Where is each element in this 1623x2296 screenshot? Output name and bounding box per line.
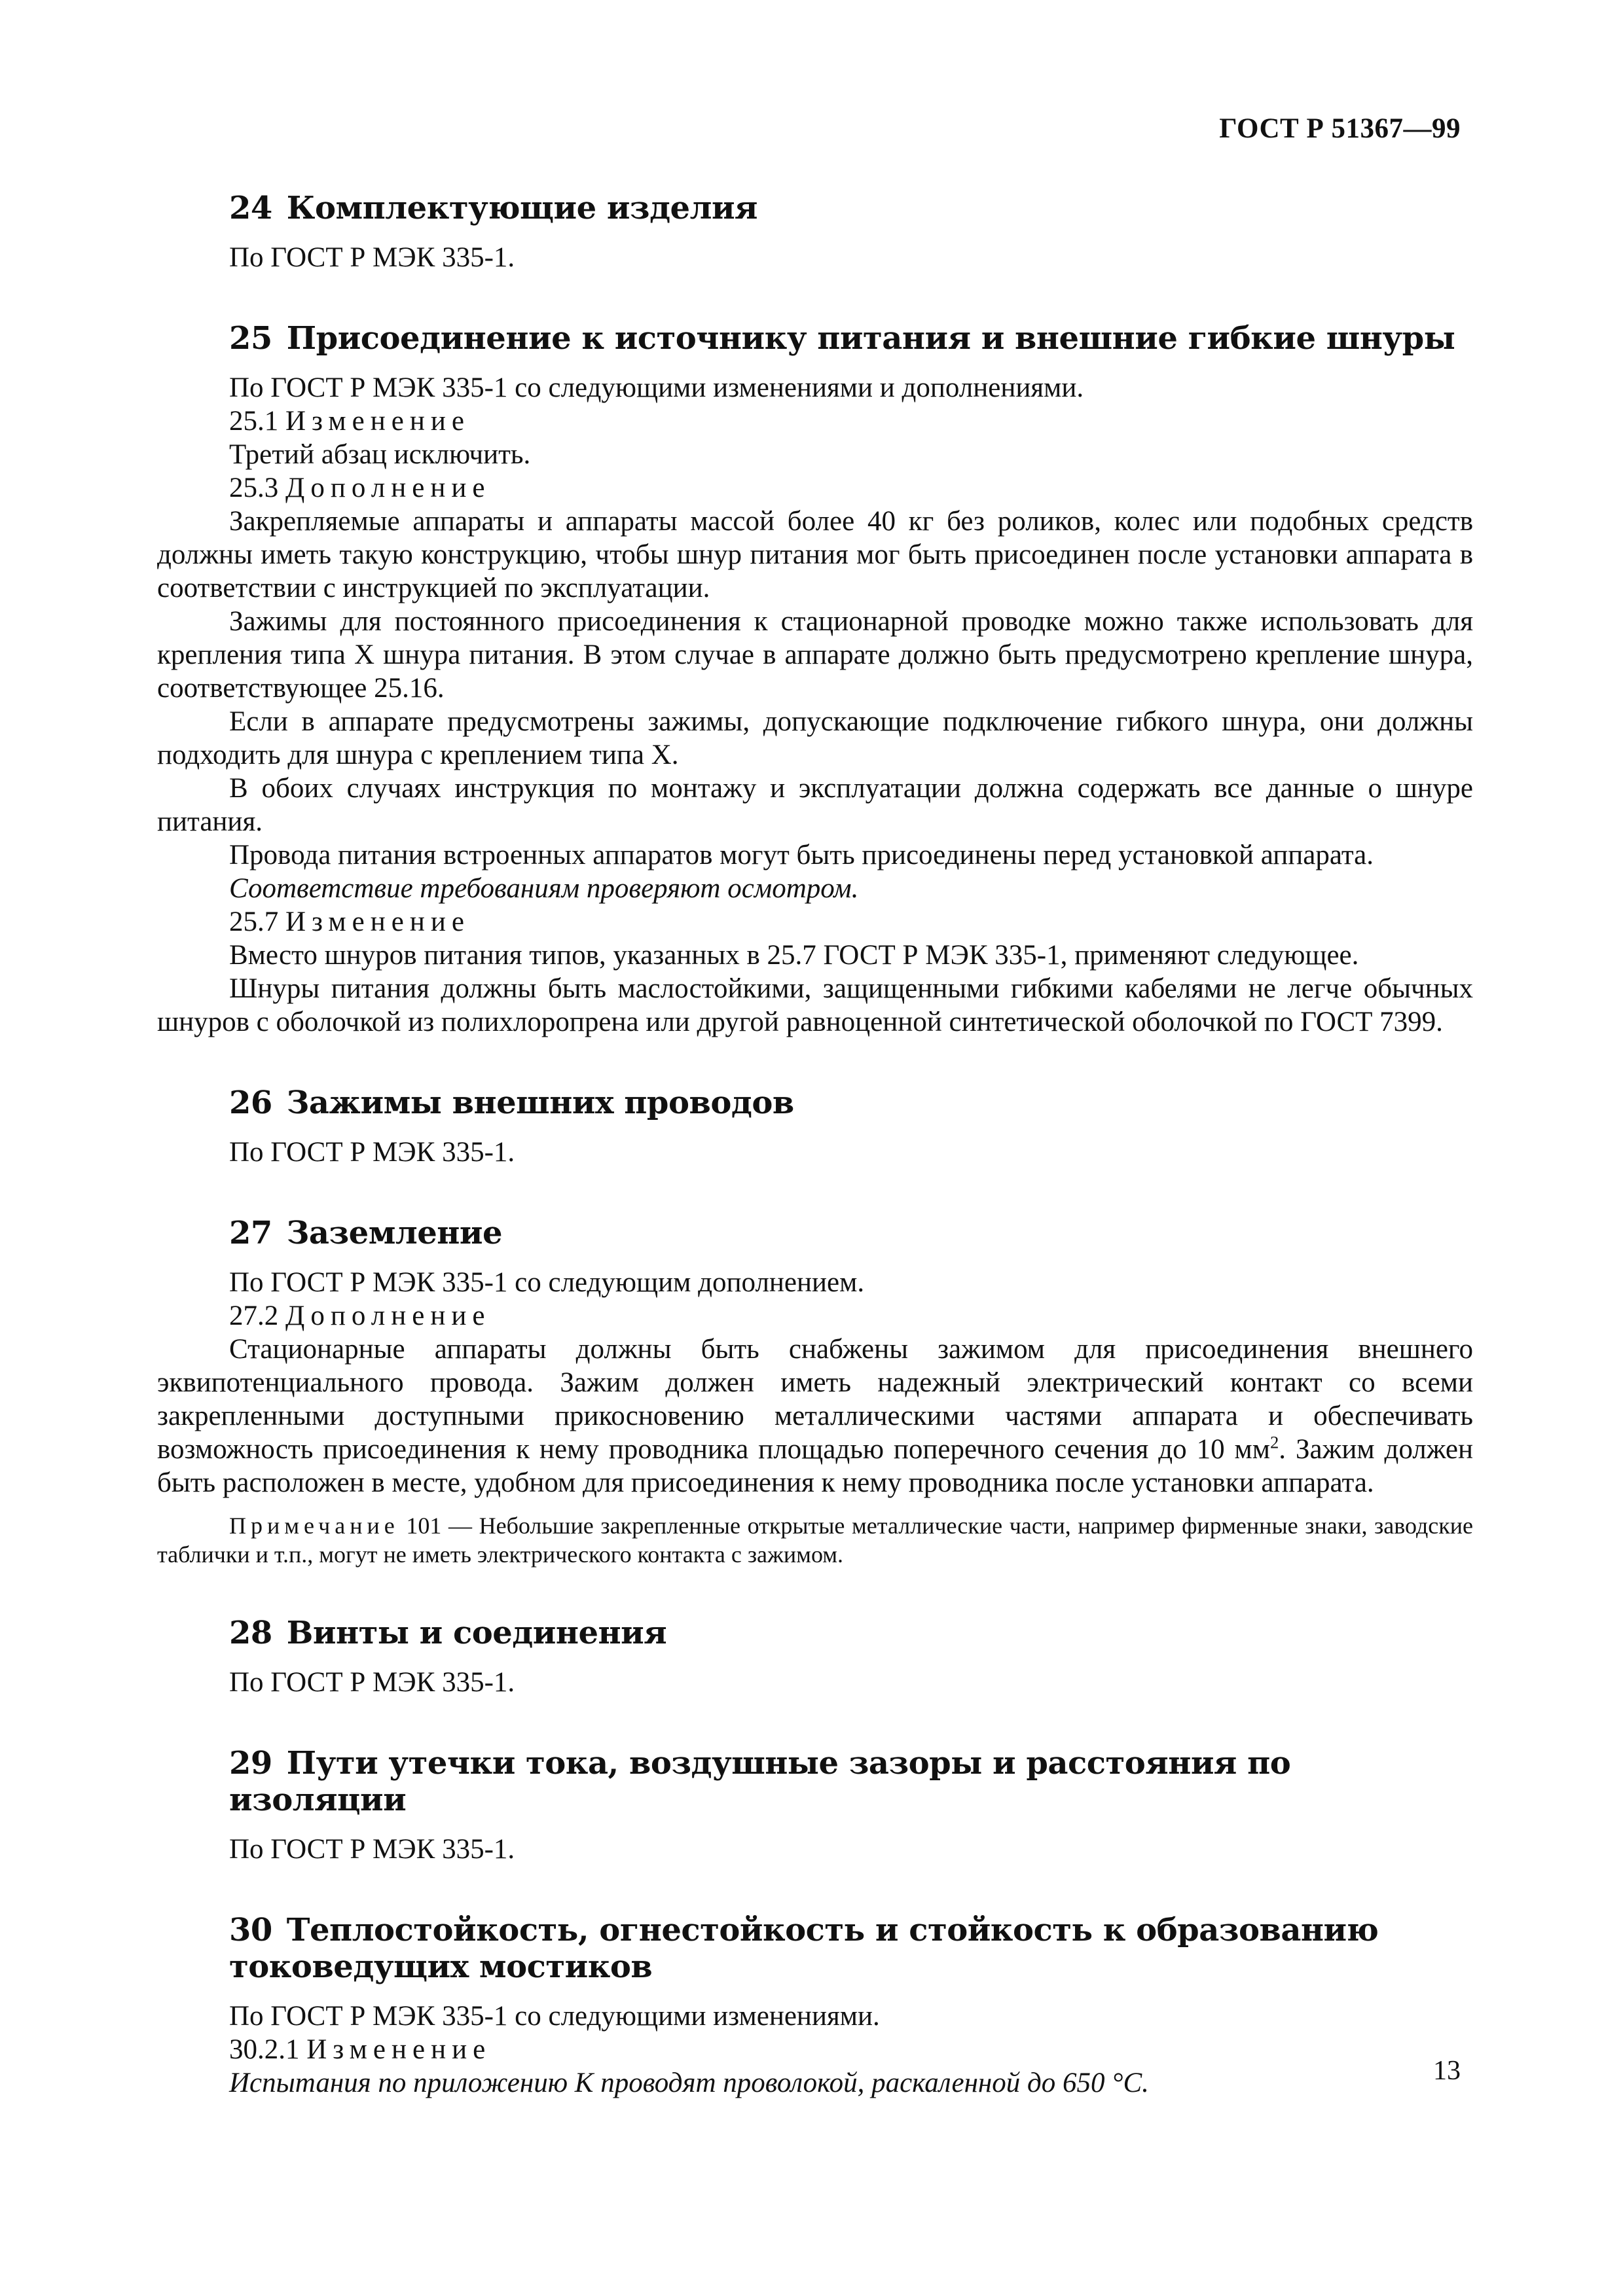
clause-kind: Изменение	[285, 906, 470, 937]
section-number: 30	[229, 1912, 272, 1948]
section-title: Комплектующие изделия	[286, 190, 757, 226]
clause-text-part: . Зажим должен быть расположен в месте, удобном для присоединения к нему проводника после установки аппарата.	[157, 1434, 1473, 1498]
section-title: Пути утечки тока, воздушные зазоры и расстояния по изоляции	[229, 1745, 1291, 1818]
section-number: 24	[229, 190, 272, 226]
section-intro: По ГОСТ Р МЭК 335-1 со следующими изменениями.	[229, 2001, 880, 2032]
clause-kind: Дополнение	[285, 1300, 491, 1331]
section-text: По ГОСТ Р МЭК 335-1.	[229, 1667, 515, 1698]
section-title: Зажимы внешних проводов	[286, 1085, 794, 1121]
section-intro: По ГОСТ Р МЭК 335-1 со следующими изменениями и дополнениями.	[229, 372, 1084, 403]
clause-text: Испытания по приложению K проводят проволокой, раскаленной до 650 °С.	[229, 2068, 1149, 2098]
section-heading-26	[229, 1085, 1473, 1121]
section-text: По ГОСТ Р МЭК 335-1.	[229, 1137, 515, 1168]
section-number: 28	[229, 1615, 272, 1651]
clause-paragraph: Зажимы для постоянного присоединения к стационарной проводке можно также использовать для крепления типа X шнура питания. В этом случае в аппарате должно быть предусмотрено крепление шнура, соответствующее 25.16.	[157, 606, 1473, 704]
clause-kind: Дополнение	[285, 473, 491, 503]
section-heading-27	[229, 1215, 1473, 1251]
compliance-check: Соответствие требованиям проверяют осмотром.	[229, 873, 859, 904]
note-text: 101 — Небольшие закрепленные открытые металлические части, например фирменные знаки, заводские таблички и т.п., могут не иметь электрического контакта с зажимом.	[157, 1513, 1474, 1568]
section-heading-30	[229, 1912, 1473, 1985]
clause-paragraph: Закрепляемые аппараты и аппараты массой более 40 кг без роликов, колес или подобных средств должны иметь такую конструкцию, чтобы шнур питания мог быть присоединен после установки аппарата в соответствии с инструкцией по эксплуатации.	[157, 506, 1473, 603]
clause-number: 25.7	[229, 906, 279, 937]
section-number: 29	[229, 1745, 272, 1782]
section-heading-25	[229, 320, 1473, 357]
clause-paragraph: Если в аппарате предусмотрены зажимы, допускающие подключение гибкого шнура, они должны подходить для шнура с креплением типа X.	[157, 706, 1473, 770]
clause-label	[229, 471, 1473, 505]
clause-text-part: Стационарные аппараты должны быть снабжены зажимом для присоединения внешнего эквипотенциального провода. Зажим должен иметь надежный электрический контакт со всеми закрепленными доступными прикосновению металлическими частями аппарата и обеспечивать возможность присоединения к нему проводника площадью поперечного сечения до 10 мм	[157, 1334, 1473, 1465]
clause-number: 27.2	[229, 1300, 279, 1331]
clause-number: 25.3	[229, 473, 279, 503]
clause-kind: Изменение	[306, 2034, 492, 2065]
section-text: По ГОСТ Р МЭК 335-1.	[229, 1834, 515, 1865]
section-intro: По ГОСТ Р МЭК 335-1 со следующим дополнением.	[229, 1267, 865, 1298]
document-code: ГОСТ Р 51367—99	[1219, 113, 1461, 144]
section-heading-24	[229, 190, 1473, 226]
section-title: Теплостойкость, огнестойкость и стойкость к образованию токоведущих мостиков	[229, 1912, 1379, 1985]
section-number: 26	[229, 1085, 272, 1121]
clause-label	[229, 2033, 1473, 2066]
clause-label	[229, 404, 1473, 438]
section-title: Винты и соединения	[286, 1615, 667, 1651]
clause-paragraph: Провода питания встроенных аппаратов могут быть присоединены перед установкой аппарата.	[229, 840, 1374, 870]
section-text: По ГОСТ Р МЭК 335-1.	[229, 242, 515, 273]
clause-kind: Изменение	[285, 406, 470, 437]
clause-paragraph: Вместо шнуров питания типов, указанных в 25.7 ГОСТ Р МЭК 335-1, применяют следующее.	[229, 940, 1359, 971]
clause-label	[229, 1299, 1473, 1333]
superscript: 2	[1269, 1432, 1279, 1452]
clause-paragraph: Шнуры питания должны быть маслостойкими, защищенными гибкими кабелями не легче обычных шнуров с оболочкой из полихлоропрена или другой равноценной синтетической оболочкой по ГОСТ 7399.	[157, 973, 1473, 1037]
clause-number: 30.2.1	[229, 2034, 300, 2065]
clause-paragraph	[157, 1333, 1473, 1499]
clause-label	[229, 905, 1473, 939]
clause-text: Третий абзац исключить.	[229, 439, 531, 470]
section-heading-29	[229, 1745, 1473, 1818]
section-number: 27	[229, 1215, 272, 1251]
clause-number: 25.1	[229, 406, 279, 437]
section-title: Присоединение к источнику питания и внешние гибкие шнуры	[286, 320, 1455, 357]
section-number: 25	[229, 320, 272, 357]
clause-paragraph: В обоих случаях инструкция по монтажу и эксплуатации должна содержать все данные о шнуре питания.	[157, 773, 1473, 837]
section-title: Заземление	[286, 1215, 503, 1251]
note-label: Примечание	[229, 1513, 399, 1539]
page-number: 13	[1433, 2056, 1461, 2086]
page-content	[157, 190, 1474, 2100]
section-heading-28	[229, 1615, 1473, 1651]
note	[157, 1511, 1473, 1569]
